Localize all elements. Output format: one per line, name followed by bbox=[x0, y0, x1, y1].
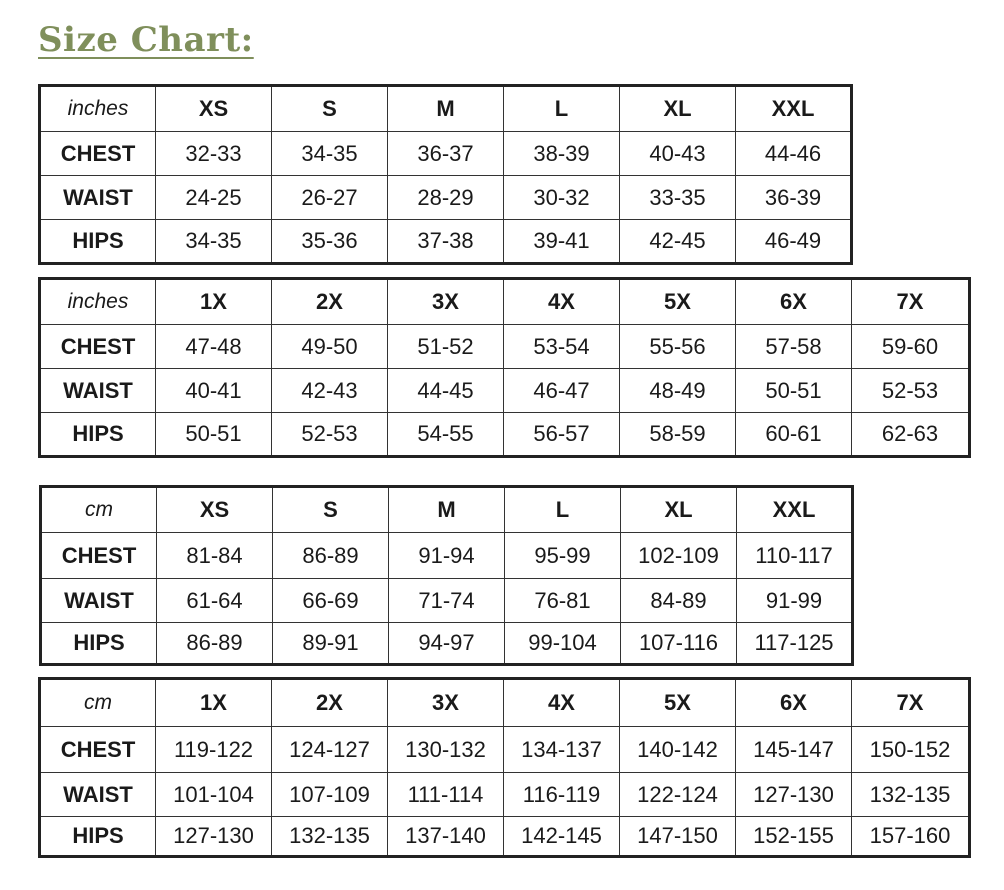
size-table-inches-plus bbox=[38, 277, 971, 458]
size-header: 3X bbox=[388, 679, 504, 727]
row-label-waist: WAIST bbox=[40, 176, 156, 220]
measurement-cell: 107-116 bbox=[621, 623, 737, 665]
measurement-cell: 76-81 bbox=[505, 579, 621, 623]
measurement-cell: 26-27 bbox=[272, 176, 388, 220]
size-table-cm-plus bbox=[38, 677, 971, 858]
size-header: M bbox=[388, 86, 504, 132]
unit-label: cm bbox=[40, 679, 156, 727]
size-header: 2X bbox=[272, 679, 388, 727]
measurement-cell: 94-97 bbox=[389, 623, 505, 665]
measurement-cell: 54-55 bbox=[388, 413, 504, 457]
row-label-hips: HIPS bbox=[40, 413, 156, 457]
measurement-cell: 145-147 bbox=[736, 727, 852, 773]
measurement-cell: 137-140 bbox=[388, 817, 504, 857]
size-header: 3X bbox=[388, 279, 504, 325]
measurement-cell: 56-57 bbox=[504, 413, 620, 457]
row-label-chest: CHEST bbox=[40, 325, 156, 369]
size-header: 1X bbox=[156, 679, 272, 727]
size-header: 7X bbox=[852, 279, 970, 325]
measurement-cell: 36-37 bbox=[388, 132, 504, 176]
measurement-cell: 116-119 bbox=[504, 773, 620, 817]
measurement-cell: 157-160 bbox=[852, 817, 970, 857]
size-header: 6X bbox=[736, 279, 852, 325]
size-header: 1X bbox=[156, 279, 272, 325]
row-label-hips: HIPS bbox=[40, 817, 156, 857]
measurement-cell: 122-124 bbox=[620, 773, 736, 817]
measurement-cell: 44-46 bbox=[736, 132, 852, 176]
measurement-cell: 48-49 bbox=[620, 369, 736, 413]
measurement-cell: 36-39 bbox=[736, 176, 852, 220]
size-header: XS bbox=[156, 86, 272, 132]
measurement-cell: 61-64 bbox=[157, 579, 273, 623]
measurement-cell: 124-127 bbox=[272, 727, 388, 773]
size-header: L bbox=[504, 86, 620, 132]
row-label-hips: HIPS bbox=[40, 220, 156, 264]
measurement-cell: 40-43 bbox=[620, 132, 736, 176]
measurement-cell: 111-114 bbox=[388, 773, 504, 817]
measurement-cell: 134-137 bbox=[504, 727, 620, 773]
measurement-cell: 34-35 bbox=[272, 132, 388, 176]
measurement-cell: 42-43 bbox=[272, 369, 388, 413]
unit-label: inches bbox=[40, 279, 156, 325]
measurement-cell: 39-41 bbox=[504, 220, 620, 264]
measurement-cell: 40-41 bbox=[156, 369, 272, 413]
row-label-chest: CHEST bbox=[41, 533, 157, 579]
size-header: S bbox=[273, 487, 389, 533]
size-header: 4X bbox=[504, 279, 620, 325]
measurement-cell: 34-35 bbox=[156, 220, 272, 264]
measurement-cell: 51-52 bbox=[388, 325, 504, 369]
size-header: M bbox=[389, 487, 505, 533]
measurement-cell: 132-135 bbox=[852, 773, 970, 817]
measurement-cell: 152-155 bbox=[736, 817, 852, 857]
measurement-cell: 24-25 bbox=[156, 176, 272, 220]
row-label-chest: CHEST bbox=[40, 727, 156, 773]
measurement-cell: 101-104 bbox=[156, 773, 272, 817]
size-table-cm-standard bbox=[39, 485, 854, 666]
measurement-cell: 58-59 bbox=[620, 413, 736, 457]
measurement-cell: 142-145 bbox=[504, 817, 620, 857]
page-title: Size Chart: bbox=[38, 20, 254, 60]
row-label-waist: WAIST bbox=[41, 579, 157, 623]
measurement-cell: 60-61 bbox=[736, 413, 852, 457]
measurement-cell: 132-135 bbox=[272, 817, 388, 857]
measurement-cell: 30-32 bbox=[504, 176, 620, 220]
size-header: XXL bbox=[737, 487, 853, 533]
row-label-hips: HIPS bbox=[41, 623, 157, 665]
unit-label: cm bbox=[41, 487, 157, 533]
measurement-cell: 38-39 bbox=[504, 132, 620, 176]
size-header: XL bbox=[621, 487, 737, 533]
row-label-chest: CHEST bbox=[40, 132, 156, 176]
measurement-cell: 71-74 bbox=[389, 579, 505, 623]
measurement-cell: 35-36 bbox=[272, 220, 388, 264]
size-header: XXL bbox=[736, 86, 852, 132]
measurement-cell: 86-89 bbox=[157, 623, 273, 665]
measurement-cell: 55-56 bbox=[620, 325, 736, 369]
measurement-cell: 81-84 bbox=[157, 533, 273, 579]
size-header: 4X bbox=[504, 679, 620, 727]
measurement-cell: 52-53 bbox=[852, 369, 970, 413]
size-header: 7X bbox=[852, 679, 970, 727]
measurement-cell: 127-130 bbox=[156, 817, 272, 857]
measurement-cell: 52-53 bbox=[272, 413, 388, 457]
measurement-cell: 66-69 bbox=[273, 579, 389, 623]
measurement-cell: 127-130 bbox=[736, 773, 852, 817]
measurement-cell: 53-54 bbox=[504, 325, 620, 369]
size-header: S bbox=[272, 86, 388, 132]
row-label-waist: WAIST bbox=[40, 773, 156, 817]
row-label-waist: WAIST bbox=[40, 369, 156, 413]
measurement-cell: 117-125 bbox=[737, 623, 853, 665]
size-header: 2X bbox=[272, 279, 388, 325]
measurement-cell: 150-152 bbox=[852, 727, 970, 773]
measurement-cell: 42-45 bbox=[620, 220, 736, 264]
size-table-inches-standard bbox=[38, 84, 853, 265]
measurement-cell: 47-48 bbox=[156, 325, 272, 369]
measurement-cell: 46-49 bbox=[736, 220, 852, 264]
measurement-cell: 50-51 bbox=[736, 369, 852, 413]
size-header: XL bbox=[620, 86, 736, 132]
measurement-cell: 32-33 bbox=[156, 132, 272, 176]
size-header: XS bbox=[157, 487, 273, 533]
unit-label: inches bbox=[40, 86, 156, 132]
measurement-cell: 95-99 bbox=[505, 533, 621, 579]
measurement-cell: 59-60 bbox=[852, 325, 970, 369]
measurement-cell: 62-63 bbox=[852, 413, 970, 457]
measurement-cell: 107-109 bbox=[272, 773, 388, 817]
measurement-cell: 140-142 bbox=[620, 727, 736, 773]
measurement-cell: 99-104 bbox=[505, 623, 621, 665]
measurement-cell: 130-132 bbox=[388, 727, 504, 773]
measurement-cell: 89-91 bbox=[273, 623, 389, 665]
measurement-cell: 119-122 bbox=[156, 727, 272, 773]
size-header: 5X bbox=[620, 679, 736, 727]
measurement-cell: 46-47 bbox=[504, 369, 620, 413]
measurement-cell: 44-45 bbox=[388, 369, 504, 413]
measurement-cell: 50-51 bbox=[156, 413, 272, 457]
measurement-cell: 49-50 bbox=[272, 325, 388, 369]
measurement-cell: 91-94 bbox=[389, 533, 505, 579]
measurement-cell: 33-35 bbox=[620, 176, 736, 220]
measurement-cell: 91-99 bbox=[737, 579, 853, 623]
size-header: L bbox=[505, 487, 621, 533]
measurement-cell: 86-89 bbox=[273, 533, 389, 579]
size-header: 5X bbox=[620, 279, 736, 325]
measurement-cell: 147-150 bbox=[620, 817, 736, 857]
measurement-cell: 84-89 bbox=[621, 579, 737, 623]
measurement-cell: 57-58 bbox=[736, 325, 852, 369]
measurement-cell: 28-29 bbox=[388, 176, 504, 220]
size-header: 6X bbox=[736, 679, 852, 727]
measurement-cell: 110-117 bbox=[737, 533, 853, 579]
measurement-cell: 37-38 bbox=[388, 220, 504, 264]
measurement-cell: 102-109 bbox=[621, 533, 737, 579]
